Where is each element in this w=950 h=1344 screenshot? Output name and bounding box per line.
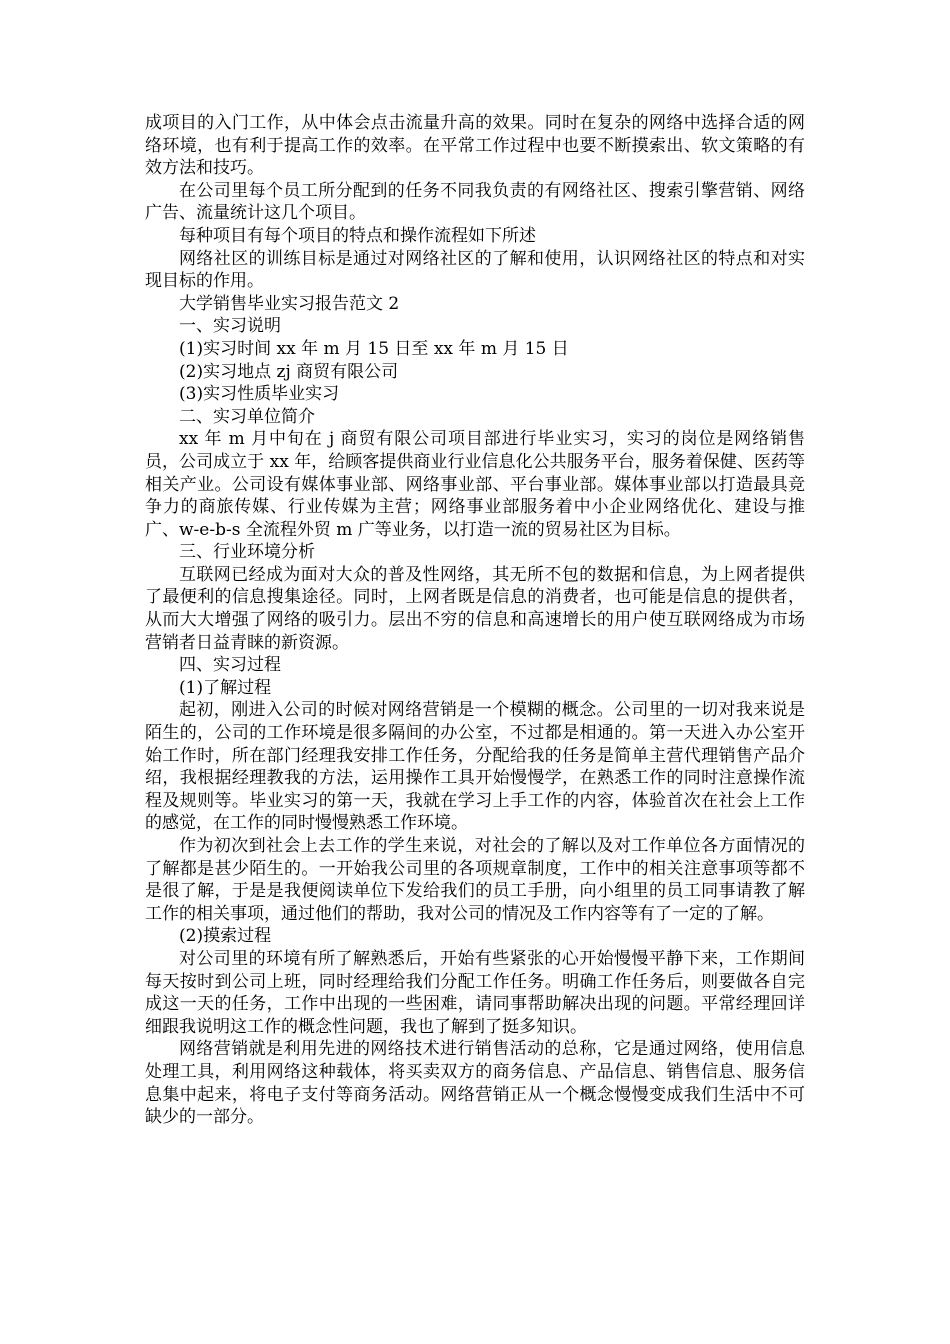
- paragraph: 互联网已经成为面对大众的普及性网络，其无所不包的数据和信息，为上网者提供了最便利的信息搜集途径。同时，上网者既是信息的消费者，也可能是信息的提供者，从而大大增强了网络的吸引力。层出不穷的信息和高速增长的用户使互联网络成为市场营销者日益青睐的新资源。: [145, 564, 805, 653]
- paragraph: 作为初次到社会上去工作的学生来说，对社会的了解以及对工作单位各方面情况的了解都是甚少陌生的。一开始我公司里的各项规章制度，工作中的相关注意事项等都不是很了解，于是是我便阅读单位下发给我们的员工手册，向小组里的员工同事请教了解工作的相关事项，通过他们的帮助，我对公司的情况及工作内容等有了一定的了解。: [145, 836, 805, 924]
- paragraph: 在公司里每个员工所分配到的任务不同我负责的有网络社区、搜索引擎营销、网络广告、流量统计这几个项目。: [145, 180, 805, 224]
- section-title: 大学销售毕业实习报告范文 2: [179, 293, 400, 314]
- section-heading: 三、行业环境分析: [179, 542, 315, 563]
- subsection-heading: (2)摸索过程: [179, 926, 272, 947]
- paragraph: 网络社区的训练目标是通过对网络社区的了解和使用，认识网络社区的特点和对实现目标的作用。: [145, 248, 805, 292]
- list-item: (3)实习性质毕业实习: [179, 384, 340, 405]
- section-heading: 一、实习说明: [179, 316, 281, 337]
- section-heading: 二、实习单位简介: [179, 406, 315, 427]
- paragraph-continuation: 成项目的入门工作，从中体会点击流量升高的效果。同时在复杂的网络中选择合适的网络环境，也有利于提高工作的效率。在平常工作过程中也要不断摸索出、软文策略的有效方法和技巧。: [145, 113, 805, 179]
- section-heading: 四、实习过程: [179, 655, 281, 676]
- paragraph: 起初，刚进入公司的时候对网络营销是一个模糊的概念。公司里的一切对我来说是陌生的，公司的工作环境是很多隔间的办公室，不过都是相通的。第一天进入办公室开始工作时，所在部门经理我安排工作任务，分配给我的任务是简单主营代理销售产品介绍，我根据经理教我的方法，运用操作工具开始慢慢学，在熟悉工作的同时注意操作流程及规则等。毕业实习的第一天，我就在学习上手工作的内容，体验首次在社会上工作的感觉，在工作的同时慢慢熟悉工作环境。: [145, 700, 805, 834]
- paragraph: 网络营销就是利用先进的网络技术进行销售活动的总称，它是通过网络，使用信息处理工具，利用网络这种载体，将买卖双方的商务信息、产品信息、销售信息、服务信息集中起来，将电子支付等商务活动。网络营销正从一个概念慢慢变成我们生活中不可缺少的一部分。: [145, 1039, 805, 1128]
- list-item: (2)实习地点 zj 商贸有限公司: [179, 361, 399, 382]
- document-body: [145, 112, 805, 1129]
- paragraph: xx 年 m 月中旬在 j 商贸有限公司项目部进行毕业实习，实习的岗位是网络销售员，公司成立于 xx 年，给顾客提供商业行业信息化公共服务平台，服务着保健、医药等相关产业。公司设有媒体事业部、网络事业部、平台事业部。媒体事业部以打造最具竞争力的商旅传媒、行业传媒为主营；网络事业部服务着中小企业网络优化、建设与推广、w-e-b-s 全流程外贸 m 广等业务，以打造一流的贸易社区为目标。: [145, 429, 805, 540]
- paragraph: 对公司里的环境有所了解熟悉后，开始有些紧张的心开始慢慢平静下来，工作期间每天按时到公司上班，同时经理给我们分配工作任务。明确工作任务后，则要做各自完成这一天的任务，工作中出现的一些困难，请同事帮助解决出现的问题。平常经理回详细跟我说明这工作的概念性问题，我也了解到了挺多知识。: [145, 948, 805, 1037]
- subsection-heading: (1)了解过程: [179, 677, 272, 698]
- paragraph: 每种项目有每个项目的特点和操作流程如下所述: [179, 225, 536, 246]
- list-item: (1)实习时间 xx 年 m 月 15 日至 xx 年 m 月 15 日: [179, 338, 569, 359]
